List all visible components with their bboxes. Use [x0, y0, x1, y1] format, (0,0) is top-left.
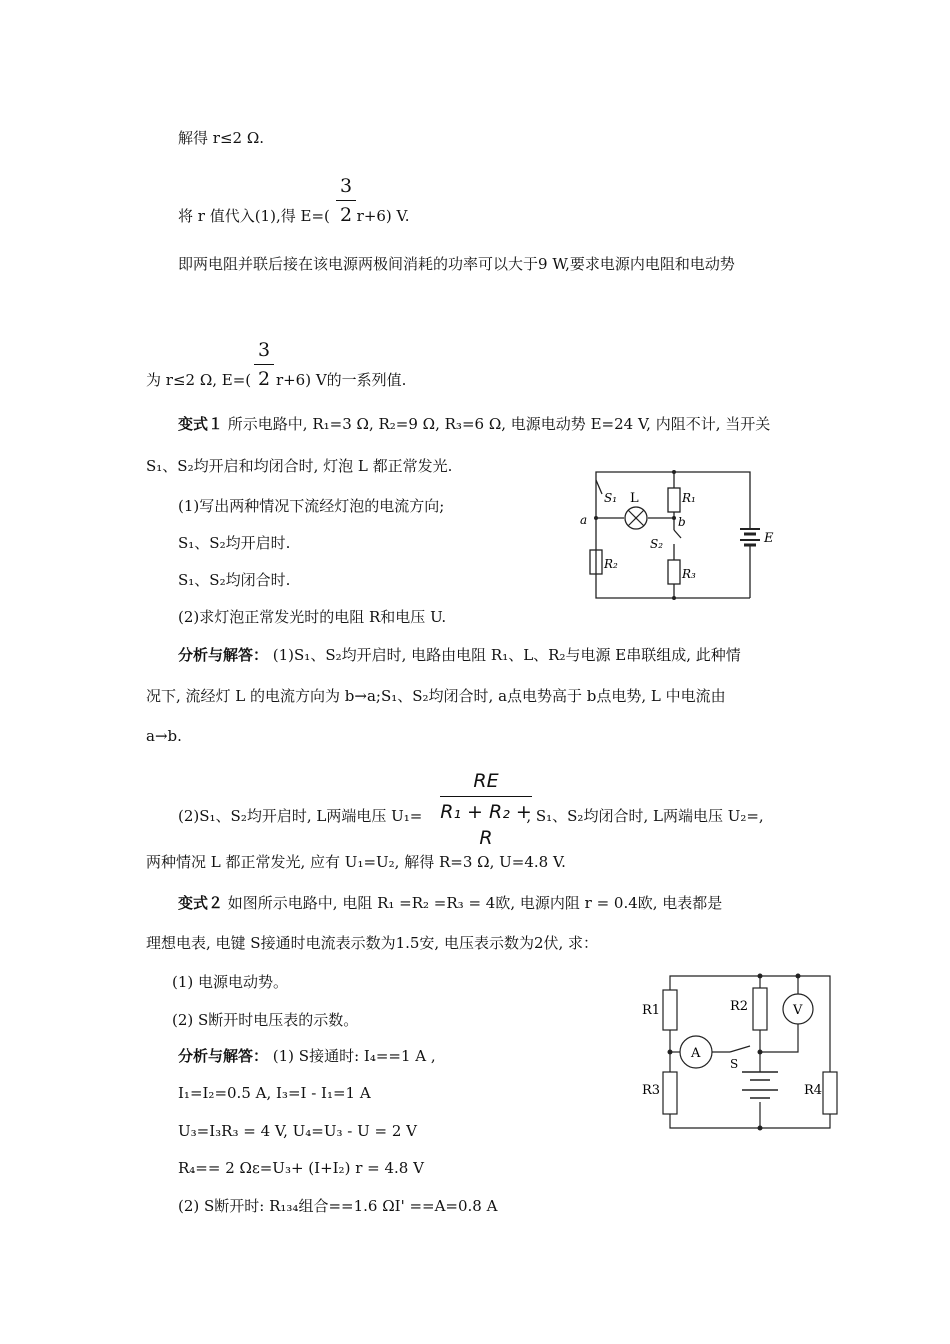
variant2-title: 变式２ [178, 894, 224, 912]
question-1b: S₁、S₂均闭合时. [178, 571, 291, 589]
fraction-re-num: RE [473, 770, 499, 792]
label-b: b [678, 515, 686, 529]
part-1: (1) 电源电动势。 [172, 973, 289, 991]
label-r1: R₁ [682, 491, 696, 505]
label-r2: R2 [730, 999, 749, 1014]
label-r2: R₂ [604, 557, 618, 571]
battery [742, 1072, 778, 1098]
battery-e [740, 529, 760, 545]
analysis-heading [178, 645, 741, 665]
question-1a: S₁、S₂均开启时. [178, 534, 291, 552]
line-substitute-head: 将 r 值代入(1),得 E=( [178, 207, 330, 225]
solution-line5: (2) S断开时: R₁₃₄组合==1.6 ΩI' ==A=0.8 A [178, 1197, 498, 1215]
label-s: S [730, 1057, 739, 1071]
analysis-line2: 况下, 流经灯 L 的电流方向为 b→a;S₁、S₂均闭合时, a点电势高于 b点电势, L 中电流由 [146, 687, 726, 705]
analysis2-heading [178, 1046, 436, 1066]
circuit-diagram-1 [576, 464, 782, 604]
variant2-text2: 理想电表, 电键 S接通时电流表示数为1.5安, 电压表示数为2伏, 求： [146, 934, 599, 952]
fraction-den: 2 [339, 204, 353, 226]
fraction-num: 3 [257, 339, 271, 361]
line-solve-r: 解得 r≤2 Ω. [178, 129, 265, 147]
lamp-l [625, 507, 647, 529]
line-range-head: 为 r≤2 Ω, E=( [146, 371, 252, 389]
line-substitute-tail: r+6) V. [351, 207, 410, 225]
fraction-num: 3 [339, 175, 353, 197]
question-1: (1)写出两种情况下流经灯泡的电流方向; [178, 497, 445, 515]
label-a: a [580, 513, 588, 527]
line-conclusion: 即两电阻并联后接在该电源两极间消耗的功率可以大于9 W,要求电源内电阻和电动势 [178, 255, 735, 273]
analysis2-title: 分析与解答： [178, 1047, 269, 1065]
label-l: L [630, 491, 639, 506]
variant1-heading [178, 414, 770, 434]
label-s1: S₁ [604, 491, 618, 505]
label-v: V [793, 1003, 803, 1018]
solution-line3: U₃=I₃R₃ = 4 V, U₄=U₃ - U = 2 V [178, 1122, 418, 1140]
label-r3: R3 [642, 1083, 661, 1098]
label-a: A [691, 1046, 701, 1061]
solution-line1: (1) S接通时: I₄==1 A , [268, 1047, 436, 1065]
resistor-r4 [823, 1072, 837, 1114]
variant1-text2: S₁、S₂均开启和均闭合时, 灯泡 L 都正常发光. [146, 457, 453, 475]
variant1-title: 变式１ [178, 415, 224, 433]
resistor-r1 [663, 990, 677, 1030]
analysis-line1: (1)S₁、S₂均开启时, 电路由电阻 R₁、L、R₂与电源 E串联组成, 此种情 [268, 646, 741, 664]
variant1-text: 所示电路中, R₁=3 Ω, R₂=9 Ω, R₃=6 Ω, 电源电动势 E=24 V, 内阻不计, 当开关 [223, 415, 771, 433]
analysis-title: 分析与解答： [178, 646, 269, 664]
solution-line4: R₄== 2 Ωε=U₃+ (I+I₂) r = 4.8 V [178, 1159, 424, 1177]
label-r1: R1 [642, 1003, 661, 1018]
resistor-r3 [663, 1072, 677, 1114]
part-2: (2) S断开时电压表的示数。 [172, 1011, 359, 1029]
analysis-line4 [178, 806, 764, 826]
circuit-diagram-2 [640, 968, 846, 1134]
fraction-re-den: R₁ + R₂ + R [440, 801, 532, 849]
label-r3: R₃ [682, 567, 696, 581]
line-range-tail: r+6) V的一系列值. [271, 371, 407, 389]
resistor-r1 [668, 488, 680, 512]
resistor-r3 [668, 560, 680, 584]
fraction-den: 2 [257, 368, 271, 390]
label-e: E [764, 531, 774, 546]
analysis-line3: a→b. [146, 727, 182, 745]
fraction-3-2-b [254, 338, 274, 391]
variant2-text: 如图所示电路中, 电阻 R₁ =R₂ =R₃ = 4欧, 电源内阻 r = 0.4欧, 电表都是 [223, 894, 723, 912]
label-s2: S₂ [650, 537, 664, 551]
label-r4: R4 [804, 1083, 823, 1098]
analysis-line5: 两种情况 L 都正常发光, 应有 U₁=U₂, 解得 R=3 Ω, U=4.8 V. [146, 853, 566, 871]
fraction-3-2-a [336, 174, 356, 227]
line-range [146, 370, 406, 390]
analysis-line4-tail: , S₁、S₂均闭合时, L两端电压 U₂=, [526, 807, 764, 825]
solution-line2: I₁=I₂=0.5 A, I₃=I - I₁=1 A [178, 1084, 371, 1102]
question-2: (2)求灯泡正常发光时的电阻 R和电压 U. [178, 608, 447, 626]
resistor-r2 [753, 988, 767, 1030]
analysis-line4-head: (2)S₁、S₂均开启时, L两端电压 U₁= [178, 807, 423, 825]
variant2-heading [178, 893, 722, 913]
line-substitute [178, 206, 410, 226]
